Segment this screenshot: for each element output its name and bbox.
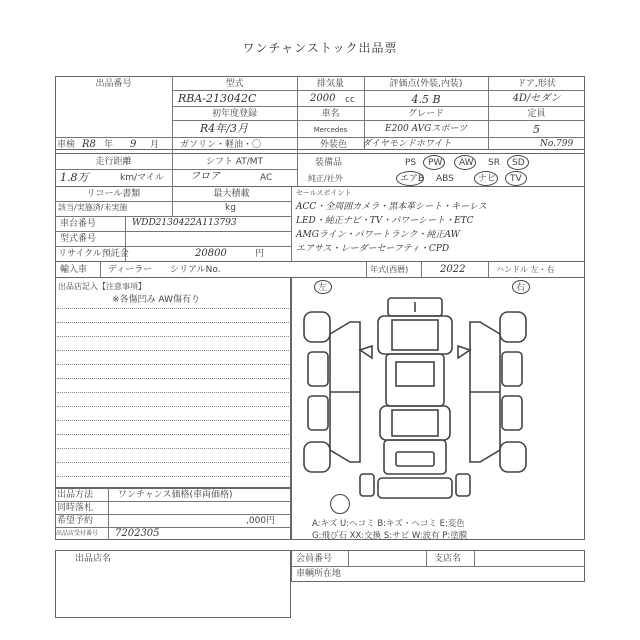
legend-line-1: A:キズ U:ヘコミ B:キズ・ヘコミ E:変色 (312, 519, 465, 529)
shift-value: フロア (190, 171, 220, 182)
displacement-unit: cc (345, 95, 355, 105)
sales-point-line: エアサス・レーダーセーフティ・CPD (296, 244, 450, 254)
displacement-value: 2000 (310, 93, 336, 104)
equipment-aw: AW (459, 158, 474, 168)
max-load-unit: kg (225, 203, 236, 213)
recycle-label: リサイクル預託金 (58, 249, 129, 259)
diagram-left-label: 左 (318, 283, 328, 293)
doors-value: 4D/セダン (512, 93, 561, 104)
max-load-label: 最大積載 (213, 189, 250, 199)
notes-block (55, 278, 291, 488)
grade-value: E200 AVGスポーツ (385, 123, 467, 134)
exterior-color-label: 外装色 (320, 140, 348, 150)
equipment-navi: ナビ (478, 174, 497, 184)
chassis-label: 車台番号 (60, 219, 97, 229)
doors-label: ドア,形状 (517, 78, 556, 89)
equipment-abs: ABS (436, 174, 454, 184)
model-year-label: 年式(西暦) (370, 265, 409, 274)
recall-label: リコール書類 (86, 189, 141, 199)
first-reg-label: 初年度登録 (211, 108, 257, 119)
capacity-value: 5 (533, 122, 540, 136)
dealer-name-label: 出品店名 (75, 554, 112, 564)
circle-navi (474, 171, 498, 186)
sale-method-label: 出品方法 (57, 490, 94, 500)
capacity-label: 定員 (527, 108, 546, 119)
car-name-label: 車名 (321, 108, 340, 119)
legend-circle (330, 494, 350, 514)
legend-line-2: G:飛び石 XX:交換 S:サビ W:波有 P:塗膜 (312, 531, 468, 541)
inspection-month-unit: 月 (150, 140, 160, 150)
chassis-value: WDD2130422A113793 (132, 218, 237, 228)
circle-airbag (396, 171, 424, 186)
equipment-airbag: エアB (400, 174, 425, 184)
model-value: RBA-213042C (178, 92, 257, 105)
vin-label: 型式番号 (60, 234, 97, 244)
member-no-label: 会員番号 (296, 554, 333, 564)
sales-point-line: AMGライン・パワートランク・純正AW (296, 230, 460, 240)
circle-aw (454, 155, 476, 170)
model-label: 型式 (225, 78, 244, 89)
equipment-row2-prefix: 純正/社外 (308, 174, 343, 183)
page-title: ワンチャンストック出品票 (242, 41, 398, 55)
color-number: No.799 (540, 139, 574, 149)
inspection-year-unit: 年 (104, 140, 114, 150)
car-damage-diagram (300, 292, 530, 502)
lot-number-label: 出品番号 (95, 78, 132, 89)
dealer-label: ディーラー (108, 265, 153, 275)
equipment-label: 装備品 (315, 158, 343, 168)
first-reg-value: R4年/3月 (200, 122, 248, 135)
serial-label: シリアルNo. (170, 265, 221, 275)
circle-pw (423, 155, 445, 170)
vehicle-id-label: 同時落札 (57, 503, 94, 513)
handle-label: ハンドル 左・右 (496, 265, 555, 274)
displacement-label: 排気量 (316, 78, 344, 89)
inspection-year: R8 (82, 139, 96, 150)
recall-sub: 該当/実施済/未実施 (58, 203, 128, 212)
sales-point-line: LED・純正ナビ・TV・パワーシート・ETC (296, 216, 474, 226)
recycle-unit: 円 (255, 249, 265, 259)
sale-method-value: ワンチャンス価格(車両価格) (118, 490, 233, 500)
mileage-label: 走行距離 (95, 157, 132, 167)
reserve-label: 希望予約 (57, 516, 94, 526)
equipment-sr: SR (488, 158, 500, 168)
mileage-value: 1.8万 (60, 171, 89, 184)
circle-sd (507, 155, 529, 170)
equipment-pw: PW (428, 158, 443, 168)
branch-label: 支店名 (434, 554, 462, 564)
consign-label: 出品店受付番号 (56, 530, 99, 537)
score-value: 4.5 B (411, 92, 441, 106)
grade-label: グレード (407, 108, 444, 119)
recycle-value: 20800 (195, 248, 227, 259)
consign-value: 7202305 (115, 528, 160, 539)
car-name-value: Mercedes (313, 125, 348, 134)
import-label: 輸入車 (60, 265, 88, 275)
inspection-month: 9 (130, 139, 137, 150)
location-label: 車輌所在地 (296, 569, 342, 579)
equipment-tv: TV (510, 174, 522, 184)
equipment-sd: SD (512, 158, 525, 168)
exterior-color-value: ダイヤモンドホワイト (362, 139, 452, 149)
shift-label: シフト AT/MT (205, 157, 264, 167)
inspection-prefix: 車検 (57, 140, 76, 150)
score-label: 評価点(外装,内装) (389, 78, 463, 89)
notes-line-1: ※各傷凹み AW傷有り (112, 295, 200, 305)
price-unit: ,000円 (246, 516, 276, 526)
sales-point-line: ACC・全周囲カメラ・黒本革シート・キーレス (296, 202, 487, 212)
equipment-ps: PS (405, 158, 417, 168)
circle-tv (505, 171, 527, 186)
fuel-type: ガソリン・軽油・〇 (180, 140, 262, 150)
model-year-value: 2022 (440, 264, 466, 275)
mileage-unit: km/マイル (120, 173, 164, 183)
diagram-right-label: 右 (516, 283, 526, 293)
ac-label: AC (260, 173, 273, 183)
notes-header: 出品店記入【注意事項】 (58, 282, 146, 291)
sales-point-label: セールスポイント (296, 189, 352, 197)
